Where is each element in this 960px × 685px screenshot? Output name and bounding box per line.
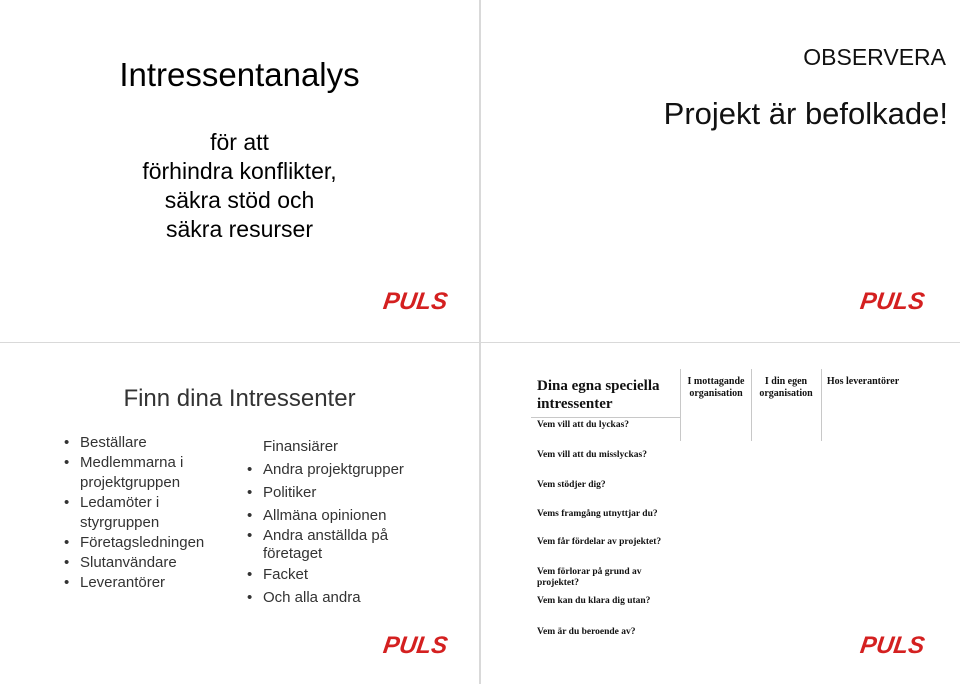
list-item-continuation: företaget bbox=[263, 545, 323, 562]
list-item: • Medlemmarna i bbox=[61, 453, 204, 473]
stakeholder-list-right bbox=[244, 435, 404, 609]
matrix-header-main: Dina egna speciella intressenter bbox=[537, 378, 660, 412]
list-item: • Ledamöter i bbox=[61, 493, 204, 513]
list-item-continuation: projektgruppen bbox=[80, 474, 181, 491]
puls-logo bbox=[858, 627, 927, 661]
list-item: • Politiker bbox=[244, 481, 404, 504]
slide-finn-intressenter bbox=[0, 343, 479, 685]
list-item: • Beställare bbox=[61, 433, 204, 453]
matrix-question: Vem förlorar på grund av projektet? bbox=[537, 567, 642, 588]
statement-text: Projekt är befolkade! bbox=[663, 96, 948, 131]
observera-label: OBSERVERA bbox=[803, 44, 946, 70]
matrix-question: Vem är du beroende av? bbox=[537, 627, 636, 637]
logo-wordmark: PULS bbox=[381, 632, 450, 659]
subtitle-line: förhindra konflikter, bbox=[142, 158, 337, 184]
matrix-column-header: I mottagande organisation bbox=[687, 376, 745, 399]
list-item: • Och alla andra bbox=[244, 586, 404, 609]
list-item: • Andra projektgrupper bbox=[244, 458, 404, 481]
matrix-column-header: Hos leverantörer bbox=[826, 376, 900, 387]
puls-logo bbox=[381, 627, 450, 661]
puls-logo bbox=[858, 283, 927, 317]
slide-intressent-matris bbox=[481, 343, 960, 685]
list-item: • Leverantörer bbox=[61, 573, 204, 593]
grid-line bbox=[531, 417, 681, 418]
list-item: Finansiärer bbox=[263, 438, 339, 455]
slide-heading: Finn dina Intressenter bbox=[123, 385, 356, 412]
slide-title: Intressentanalys bbox=[119, 56, 360, 93]
matrix-question: Vem vill att du lyckas? bbox=[537, 420, 630, 430]
logo-wordmark: PULS bbox=[858, 632, 927, 659]
matrix-question: Vem får fördelar av projektet? bbox=[537, 537, 662, 547]
slide-observera bbox=[481, 0, 960, 342]
subtitle-line: säkra stöd och bbox=[164, 187, 315, 213]
subtitle-line: säkra resurser bbox=[166, 216, 313, 242]
logo-wordmark: PULS bbox=[858, 288, 927, 315]
matrix-column-header: I din egen organisation bbox=[759, 376, 813, 399]
list-item: • Företagsledningen bbox=[61, 533, 204, 553]
matrix-question: Vem vill att du misslyckas? bbox=[537, 450, 647, 460]
subtitle-line: för att bbox=[210, 129, 269, 155]
list-item: • Allmäna opinionen bbox=[244, 504, 404, 527]
list-item: • Facket bbox=[244, 563, 404, 586]
slide-intressentanalys bbox=[0, 0, 479, 342]
logo-wordmark: PULS bbox=[381, 288, 450, 315]
matrix-question: Vem kan du klara dig utan? bbox=[537, 596, 651, 606]
matrix-question: Vems framgång utnyttjar du? bbox=[537, 509, 658, 519]
list-item-continuation: styrgruppen bbox=[80, 514, 160, 531]
list-item: • Andra anställda på bbox=[244, 527, 404, 545]
matrix-question: Vem stödjer dig? bbox=[537, 480, 606, 490]
list-item: • Slutanvändare bbox=[61, 553, 204, 573]
stakeholder-list-left bbox=[61, 433, 204, 593]
puls-logo bbox=[381, 283, 450, 317]
